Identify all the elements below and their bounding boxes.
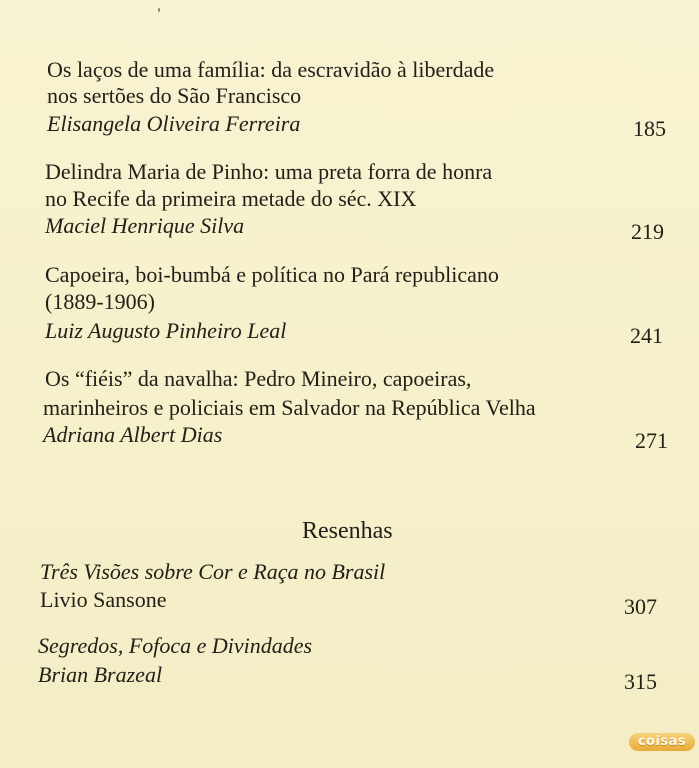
review-author: Livio Sansone [40,587,167,612]
review-author: Brian Brazeal [38,662,163,687]
entry-title-line: Capoeira, boi-bumbá e política no Pará republicano [45,262,499,287]
entry-title-line: Delindra Maria de Pinho: uma preta forra de honra [45,159,493,184]
entry-author: Elisangela Oliveira Ferreira [47,111,301,136]
section-title-resenhas: Resenhas [302,518,393,544]
entry-author: Luiz Augusto Pinheiro Leal [45,318,287,343]
entry-page-number: 271 [635,428,668,453]
review-page-number: 315 [624,669,657,694]
entry-title-line: (1889-1906) [45,289,155,314]
entry-author: Maciel Henrique Silva [45,213,245,238]
entry-page-number: 219 [631,219,664,244]
entry-page-number: 241 [630,323,663,348]
review-title: Segredos, Fofoca e Divindades [38,633,313,658]
review-title: Três Visões sobre Cor e Raça no Brasil [40,559,386,584]
entry-title-line: Os laços de uma família: da escravidão à liberdade [47,57,495,82]
entry-page-number: 185 [633,116,666,141]
entry-title-line: Os “fiéis” da navalha: Pedro Mineiro, capoeiras, [45,366,472,391]
review-page-number: 307 [624,594,657,619]
coisas-watermark: coisas [629,733,695,751]
paper-speck [158,8,160,12]
entry-title-line: marinheiros e policiais em Salvador na República Velha [43,395,536,420]
entry-author: Adriana Albert Dias [43,422,223,447]
entry-title-line: nos sertões do São Francisco [47,83,302,108]
entry-title-line: no Recife da primeira metade do séc. XIX [45,186,417,211]
